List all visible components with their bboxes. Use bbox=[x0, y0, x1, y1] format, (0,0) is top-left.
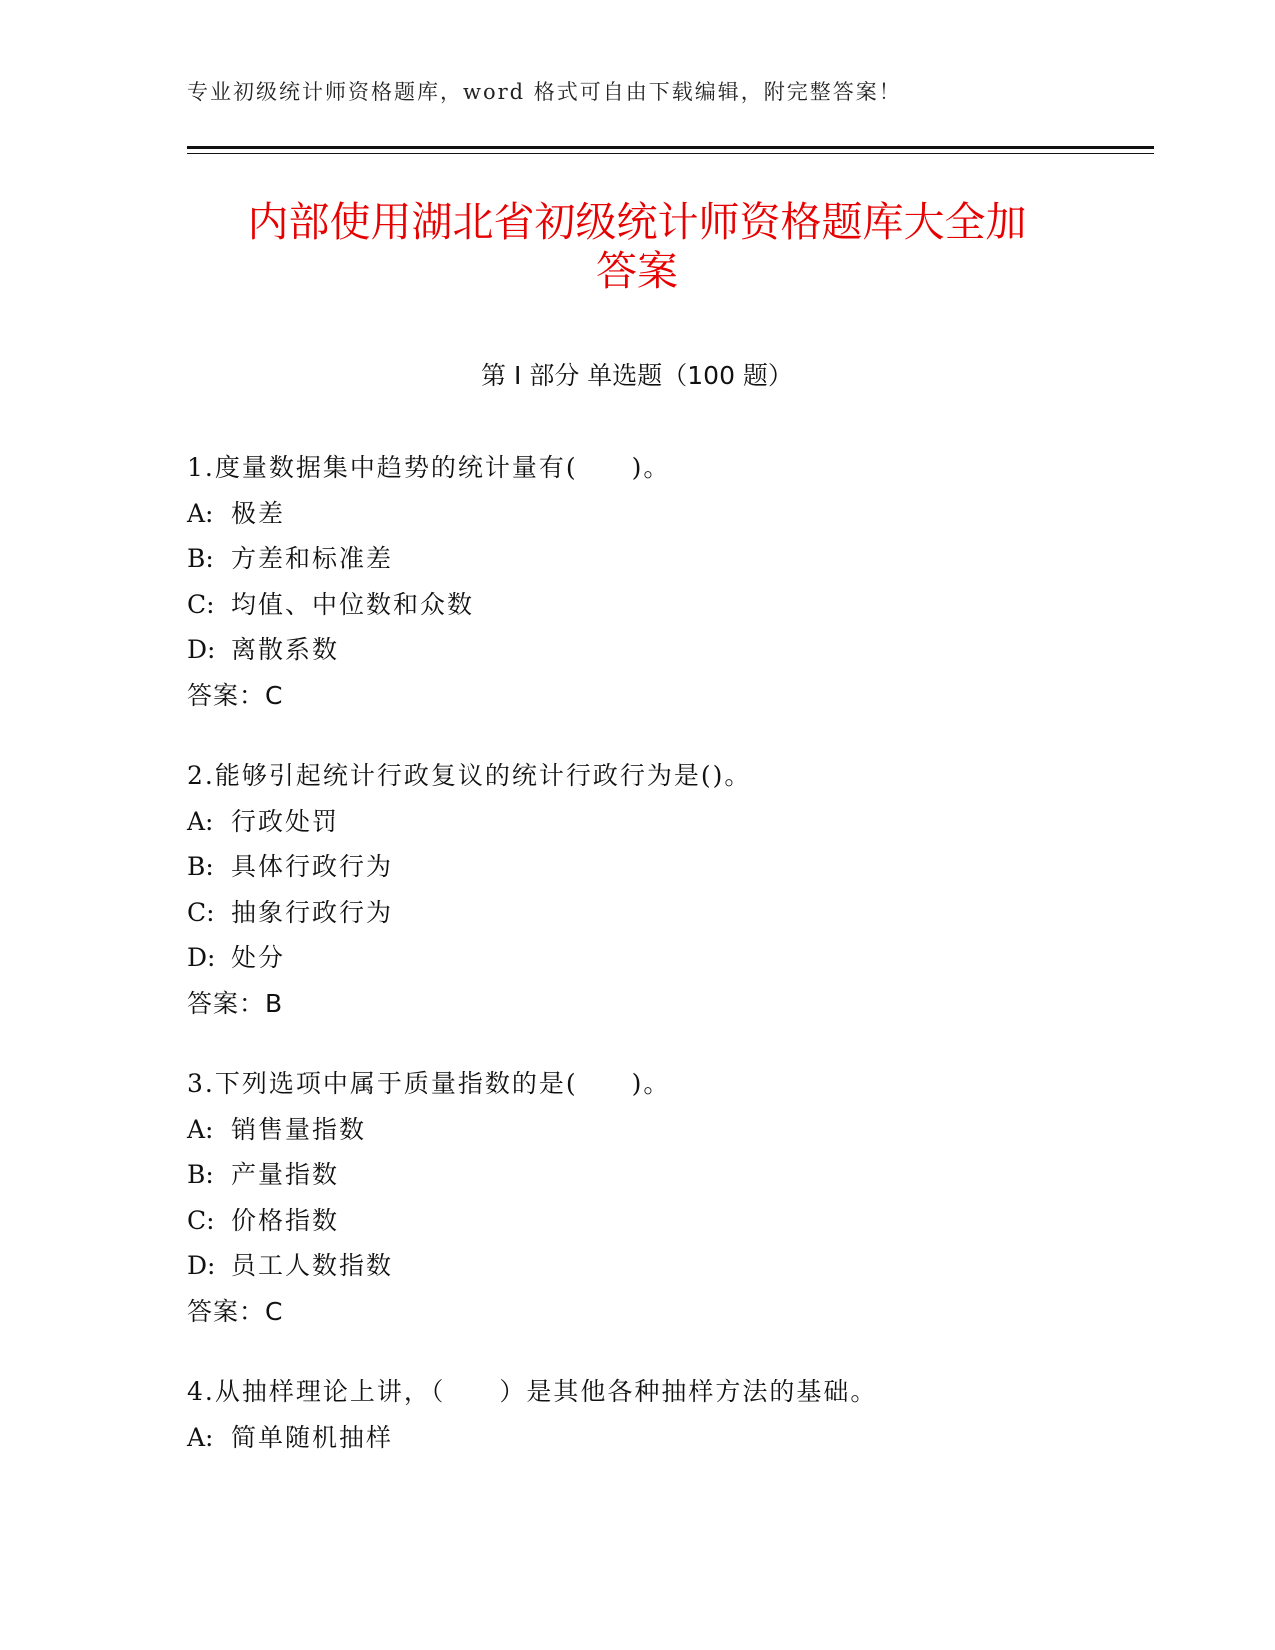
option-c bbox=[187, 1198, 1154, 1244]
option-d bbox=[187, 935, 1154, 981]
option-key: B: bbox=[187, 544, 214, 573]
question-2 bbox=[187, 753, 1154, 1026]
option-text: 价格指数 bbox=[231, 1205, 340, 1235]
option-text: 极差 bbox=[231, 498, 286, 528]
option-key: A: bbox=[187, 806, 214, 836]
header-rule-thin bbox=[187, 153, 1154, 154]
question-4 bbox=[187, 1369, 1154, 1460]
document-title-line-2: 答案 bbox=[596, 247, 678, 295]
option-key: B: bbox=[187, 852, 214, 881]
option-text: 抽象行政行为 bbox=[231, 897, 394, 927]
option-a bbox=[187, 1415, 1154, 1461]
question-1 bbox=[187, 445, 1154, 718]
option-text: 产量指数 bbox=[231, 1160, 340, 1189]
option-text: 具体行政行为 bbox=[231, 852, 394, 881]
option-text: 员工人数指数 bbox=[231, 1251, 394, 1280]
answer: 答案：C bbox=[187, 1296, 284, 1326]
option-key: A: bbox=[187, 1114, 214, 1144]
option-key: A: bbox=[187, 498, 214, 528]
option-a bbox=[187, 1107, 1154, 1153]
option-key: D: bbox=[187, 943, 216, 972]
option-b bbox=[187, 536, 1154, 582]
question-list bbox=[187, 445, 1154, 1495]
option-key: B: bbox=[187, 1160, 214, 1189]
option-c bbox=[187, 890, 1154, 936]
question-stem: 2.能够引起统计行政复议的统计行政行为是()。 bbox=[187, 761, 752, 790]
document-title-line-1: 内部使用湖北省初级统计师资格题库大全加 bbox=[247, 198, 1027, 246]
question-3 bbox=[187, 1061, 1154, 1334]
option-d bbox=[187, 1243, 1154, 1289]
answer: 答案：C bbox=[187, 680, 284, 710]
header-note: 专业初级统计师资格题库，word 格式可自由下载编辑，附完整答案！ bbox=[187, 80, 902, 104]
option-key: D: bbox=[187, 635, 216, 664]
option-b bbox=[187, 844, 1154, 890]
option-b bbox=[187, 1152, 1154, 1198]
section-title: 第 I 部分 单选题（100 题） bbox=[481, 361, 793, 390]
option-key: C: bbox=[187, 1205, 215, 1235]
option-c bbox=[187, 582, 1154, 628]
option-text: 行政处罚 bbox=[231, 806, 340, 836]
option-key: D: bbox=[187, 1251, 216, 1280]
option-key: C: bbox=[187, 589, 215, 619]
option-a bbox=[187, 799, 1154, 845]
option-text: 销售量指数 bbox=[231, 1114, 367, 1144]
question-stem: 3.下列选项中属于质量指数的是( )。 bbox=[187, 1069, 671, 1098]
option-key: C: bbox=[187, 897, 215, 927]
option-text: 简单随机抽样 bbox=[231, 1422, 394, 1452]
document-title bbox=[187, 198, 1087, 296]
question-stem: 1.度量数据集中趋势的统计量有( )。 bbox=[187, 453, 671, 482]
option-text: 离散系数 bbox=[231, 635, 340, 664]
option-text: 均值、中位数和众数 bbox=[231, 589, 475, 619]
answer: 答案：B bbox=[187, 988, 284, 1018]
option-text: 方差和标准差 bbox=[231, 544, 394, 573]
option-d bbox=[187, 627, 1154, 673]
question-stem: 4.从抽样理论上讲，（ ）是其他各种抽样方法的基础。 bbox=[187, 1377, 878, 1406]
option-a bbox=[187, 491, 1154, 537]
header-rule-thick bbox=[187, 146, 1154, 149]
option-key: A: bbox=[187, 1422, 214, 1452]
option-text: 处分 bbox=[231, 943, 286, 972]
